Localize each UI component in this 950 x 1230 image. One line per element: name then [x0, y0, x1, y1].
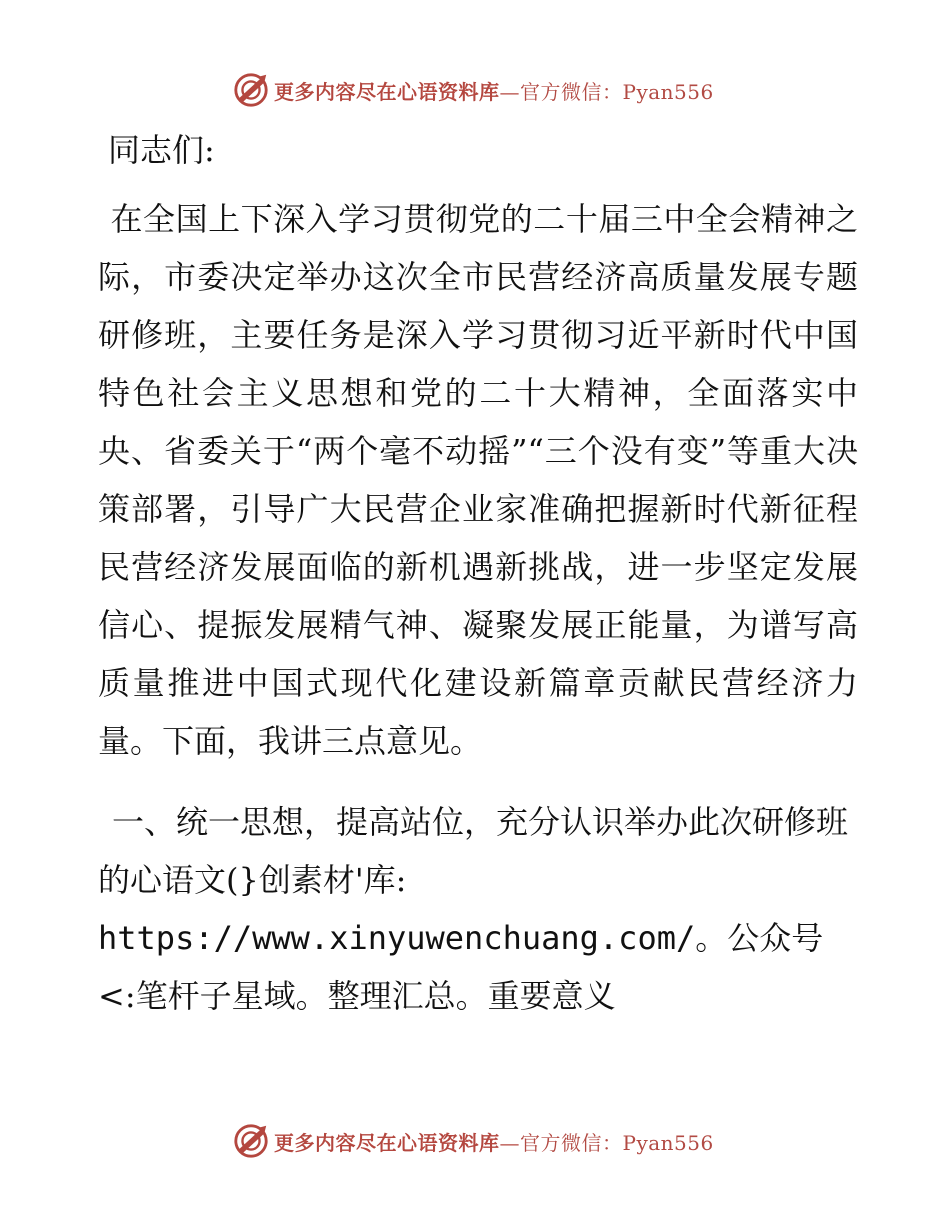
footer-banner-text	[274, 1127, 714, 1156]
heading-1	[98, 793, 858, 1025]
footer-brand-text: 更多内容尽在心语资料库	[274, 1130, 500, 1155]
paragraph-1	[98, 190, 858, 770]
footer-banner[interactable]	[232, 1121, 712, 1161]
header-brand-text: 更多内容尽在心语资料库	[274, 79, 500, 104]
paragraph-1-text: 在全国上下深入学习贯彻党的二十届三中全会精神之际，市委决定举办这次全市民营经济高质量发展专题研修班，主要任务是深入学习贯彻习近平新时代中国特色社会主义思想和党的二十大精神，全面落实中央、省委关于“两个毫不动摇”“三个没有变”等重大决策部署，引导广大民营企业家准确把握新时代新征程民营经济发展面临的新机遇新挑战，进一步坚定发展信心、提振发展精气神、凝聚发展正能量，为谱写高质量推进中国式现代化建设新篇章贡献民营经济力量。下面，我讲三点意见。	[98, 200, 858, 760]
header-banner[interactable]	[232, 70, 712, 110]
header-banner-text	[274, 76, 714, 105]
heading-1-text: 一、统一思想，提高站位，充分认识举办此次研修班的心语文(}创素材'库:	[98, 803, 849, 899]
footer-wechat-text: 官方微信：Pyan556	[520, 1130, 714, 1155]
heading-1-url[interactable]: https://www.xinyuwenchuang.com/	[98, 919, 696, 957]
header-separator: —	[499, 79, 520, 104]
logo-icon	[232, 71, 270, 109]
footer-separator: —	[499, 1130, 520, 1155]
greeting: 同志们:	[108, 131, 215, 169]
logo-icon	[232, 1122, 270, 1160]
heading-1-tail: 。公众号<:笔杆子星域。整理汇总。重要意义	[98, 919, 824, 1015]
header-wechat-text: 官方微信：Pyan556	[520, 79, 714, 104]
